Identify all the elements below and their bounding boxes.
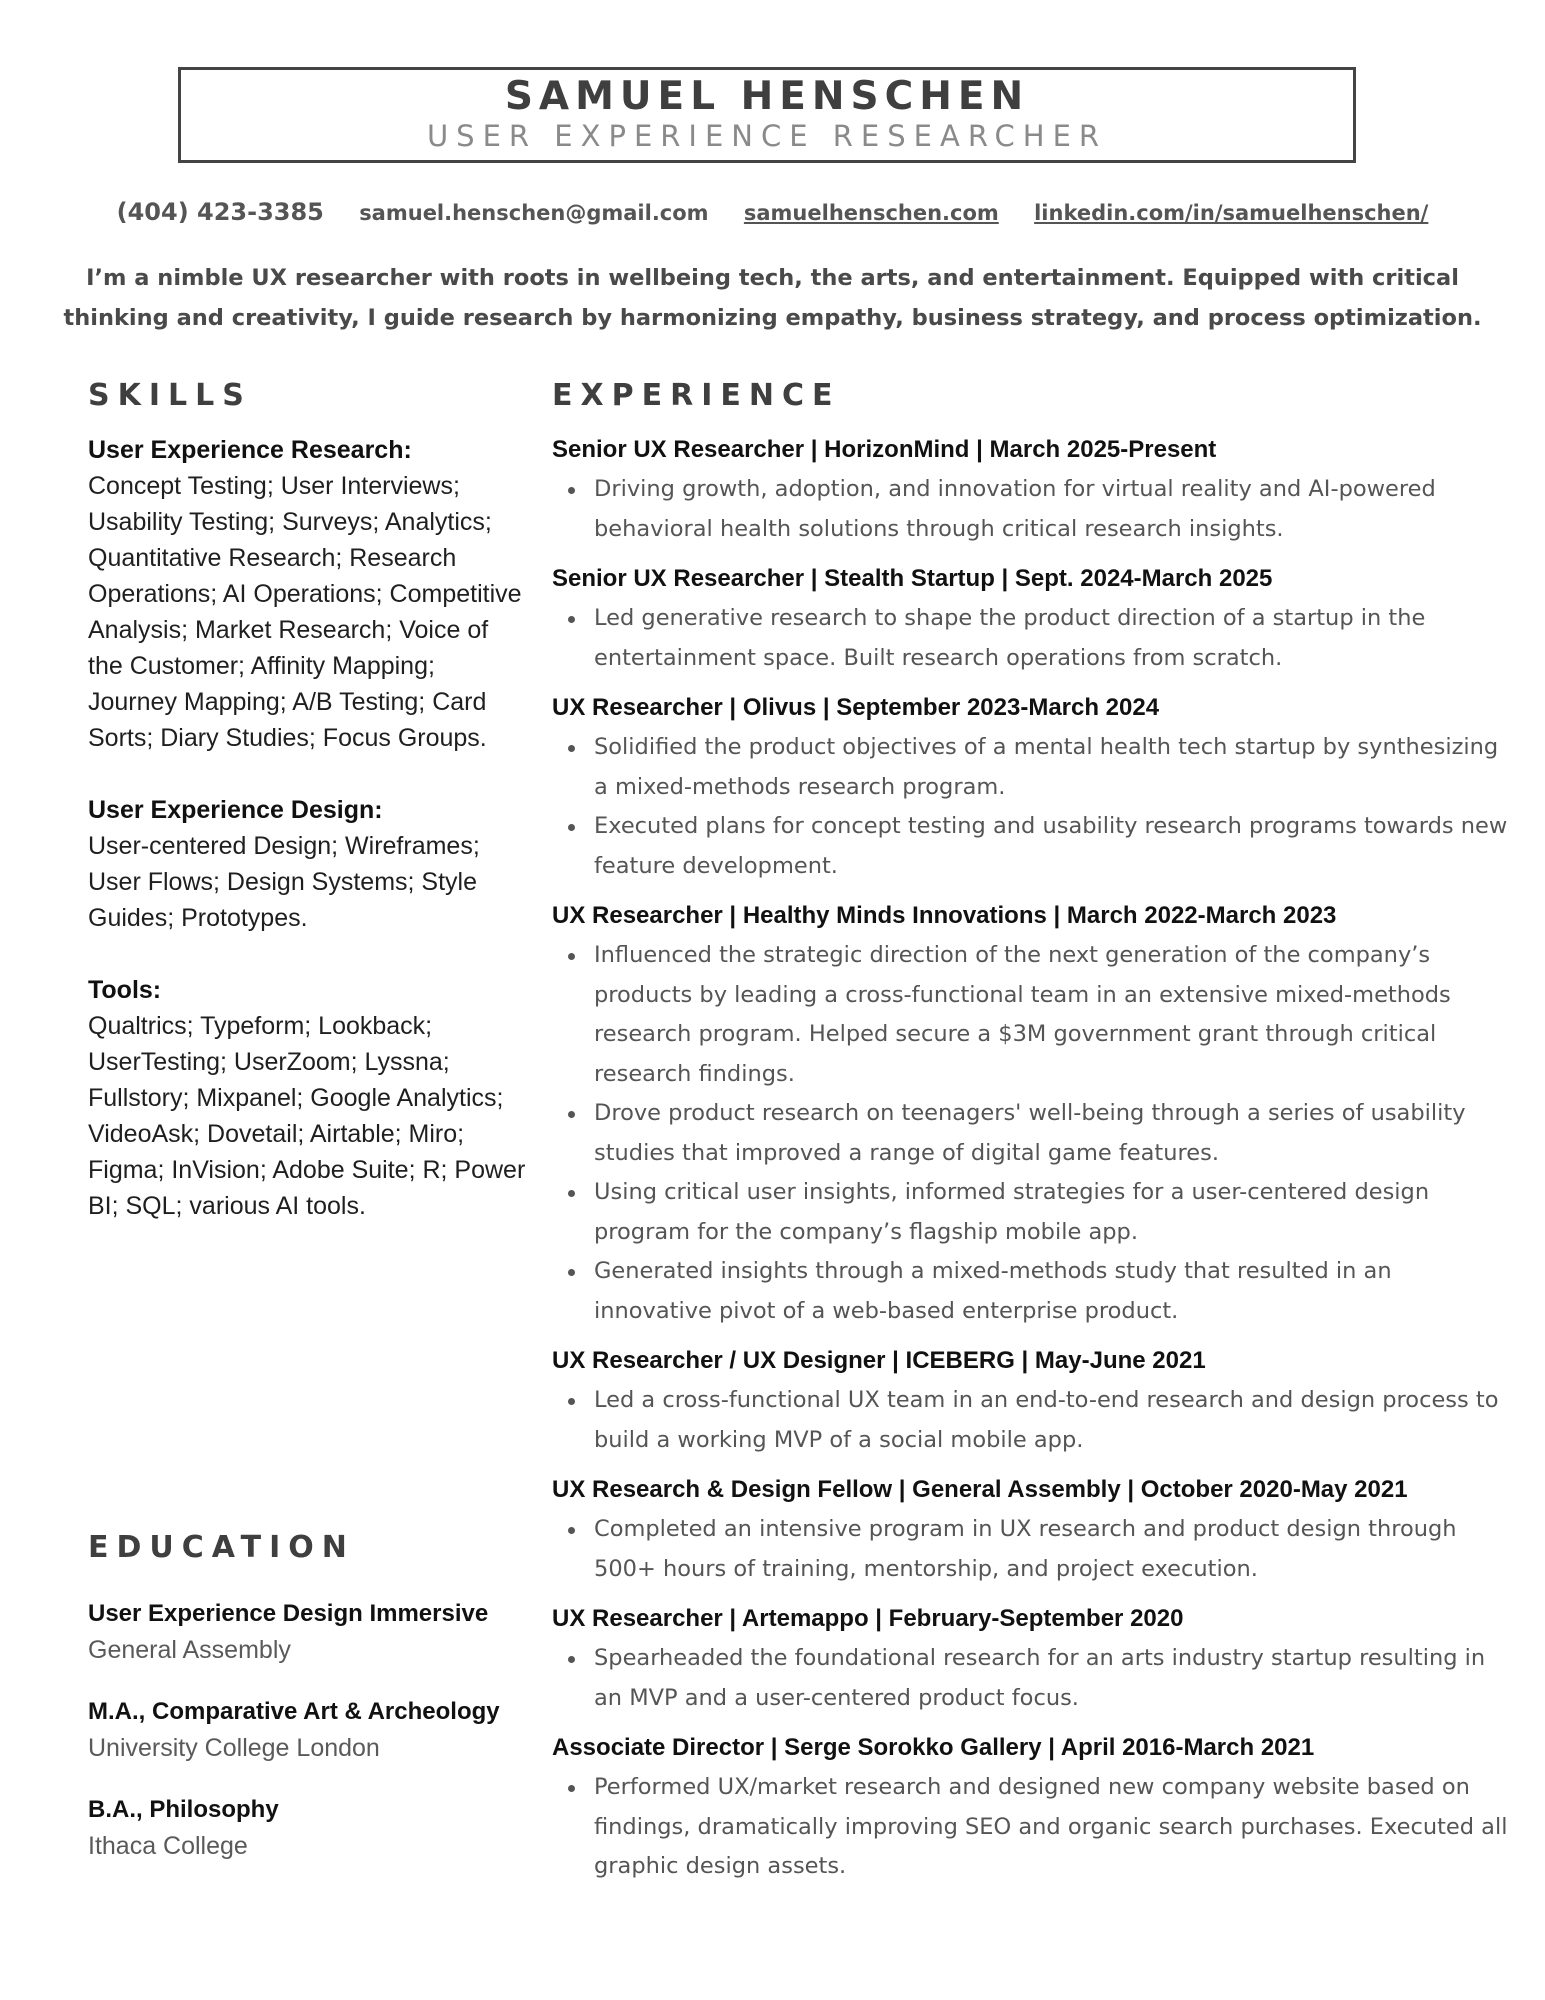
job-bullets	[552, 1768, 1512, 1887]
website-link[interactable]: samuelhenschen.com	[743, 201, 999, 225]
job-bullet: Solidified the product objectives of a mental health tech startup by synthesizing a mixed-methods research program.	[552, 728, 1512, 807]
job-entry	[552, 1728, 1512, 1887]
education-degree: User Experience Design Immersive	[88, 1600, 489, 1627]
job-bullet: Performed UX/market research and designed new company website based on findings, dramatically improving SEO and organic search purchases. Executed all graphic design assets.	[552, 1768, 1512, 1887]
job-bullets	[552, 470, 1512, 549]
job-title: UX Researcher | Artemappo | February-September 2020	[552, 1605, 1184, 1632]
job-entry	[552, 1599, 1512, 1718]
job-bullets	[552, 936, 1512, 1331]
summary-line: I’m a nimble UX researcher with roots in wellbeing tech, the arts, and entertainment. Equipped with critical	[86, 265, 1459, 291]
skills-list	[88, 432, 528, 1224]
experience-list	[552, 430, 1512, 1897]
job-title: UX Researcher / UX Designer | ICEBERG | May-June 2021	[552, 1347, 1206, 1374]
skill-group	[88, 432, 528, 756]
job-bullet: Led generative research to shape the product direction of a startup in the entertainment space. Built research operations from scratch.	[552, 599, 1512, 678]
job-title: UX Research & Design Fellow | General Assembly | October 2020-May 2021	[552, 1476, 1408, 1503]
name-header-box	[178, 67, 1356, 163]
skill-group-text: User-centered Design; Wireframes; User Flows; Design Systems; Style Guides; Prototypes.	[88, 832, 480, 932]
education-degree: M.A., Comparative Art & Archeology	[88, 1698, 500, 1725]
job-entry	[552, 430, 1512, 549]
job-bullets	[552, 728, 1512, 886]
summary-line: thinking and creativity, I guide research by harmonizing empathy, business strategy, and process optimization.	[63, 305, 1482, 331]
skill-group-heading: Tools:	[88, 976, 162, 1004]
job-entry	[552, 559, 1512, 678]
phone-number: (404) 423-3385	[116, 198, 324, 226]
job-title: Associate Director | Serge Sorokko Gallery | April 2016-March 2021	[552, 1734, 1315, 1761]
education-school: Ithaca College	[88, 1832, 248, 1860]
education-school: General Assembly	[88, 1636, 291, 1664]
job-bullets	[552, 1510, 1512, 1589]
education-heading: EDUCATION	[88, 1530, 355, 1565]
job-bullet: Drove product research on teenagers' well-being through a series of usability studies that improved a range of digital game features.	[552, 1094, 1512, 1173]
job-bullet: Spearheaded the foundational research for an arts industry startup resulting in an MVP and a user-centered product focus.	[552, 1639, 1512, 1718]
skill-group-heading: User Experience Research:	[88, 436, 412, 464]
education-list	[88, 1596, 548, 1890]
email-address: samuel.henschen@gmail.com	[359, 201, 709, 225]
job-bullet: Led a cross-functional UX team in an end-to-end research and design process to build a working MVP of a social mobile app.	[552, 1381, 1512, 1460]
job-entry	[552, 688, 1512, 886]
job-title: UX Researcher | Olivus | September 2023-March 2024	[552, 694, 1160, 721]
education-item	[88, 1694, 548, 1766]
job-entry	[552, 1470, 1512, 1589]
contact-line	[0, 198, 1545, 226]
job-title: Senior UX Researcher | Stealth Startup | Sept. 2024-March 2025	[552, 565, 1273, 592]
job-bullet: Generated insights through a mixed-methods study that resulted in an innovative pivot of a web-based enterprise product.	[552, 1252, 1512, 1331]
full-name: SAMUEL HENSCHEN	[504, 74, 1030, 119]
linkedin-link[interactable]: linkedin.com/in/samuelhenschen/	[1034, 201, 1429, 225]
skill-group	[88, 792, 528, 936]
education-item	[88, 1596, 548, 1668]
job-bullet: Driving growth, adoption, and innovation for virtual reality and AI-powered behavioral health solutions through critical research insights.	[552, 470, 1512, 549]
job-role: USER EXPERIENCE RESEARCHER	[426, 119, 1108, 153]
education-degree: B.A., Philosophy	[88, 1796, 279, 1823]
job-bullets	[552, 1639, 1512, 1718]
skills-heading: SKILLS	[88, 378, 252, 413]
job-bullet: Executed plans for concept testing and usability research programs towards new feature development.	[552, 807, 1512, 886]
education-school: University College London	[88, 1734, 380, 1762]
skill-group-heading: User Experience Design:	[88, 796, 383, 824]
experience-heading: EXPERIENCE	[552, 378, 841, 413]
job-entry	[552, 1341, 1512, 1460]
summary	[40, 258, 1505, 338]
job-title: UX Researcher | Healthy Minds Innovations | March 2022-March 2023	[552, 902, 1337, 929]
job-bullets	[552, 599, 1512, 678]
job-bullet: Influenced the strategic direction of the next generation of the company’s products by leading a cross-functional team in an extensive mixed-methods research program. Helped secure a $3M government grant through critical research findings.	[552, 936, 1512, 1094]
skill-group-text: Concept Testing; User Interviews; Usability Testing; Surveys; Analytics; Quantitative Research; Research Operations; AI Operations; Competitive Analysis; Market Research; Voice of the Customer; Affinity Mapping; Journey Mapping; A/B Testing; Card Sorts; Diary Studies; Focus Groups.	[88, 472, 522, 752]
job-title: Senior UX Researcher | HorizonMind | March 2025-Present	[552, 436, 1217, 463]
skill-group-text: Qualtrics; Typeform; Lookback; UserTesting; UserZoom; Lyssna; Fullstory; Mixpanel; Google Analytics; VideoAsk; Dovetail; Airtable; Miro; Figma; InVision; Adobe Suite; R; Power BI; SQL; various AI tools.	[88, 1012, 526, 1220]
job-bullet: Using critical user insights, informed strategies for a user-centered design program for the company’s flagship mobile app.	[552, 1173, 1512, 1252]
job-bullet: Completed an intensive program in UX research and product design through 500+ hours of training, mentorship, and project execution.	[552, 1510, 1512, 1589]
skill-group	[88, 972, 528, 1224]
job-bullets	[552, 1381, 1512, 1460]
education-item	[88, 1792, 548, 1864]
job-entry	[552, 896, 1512, 1331]
